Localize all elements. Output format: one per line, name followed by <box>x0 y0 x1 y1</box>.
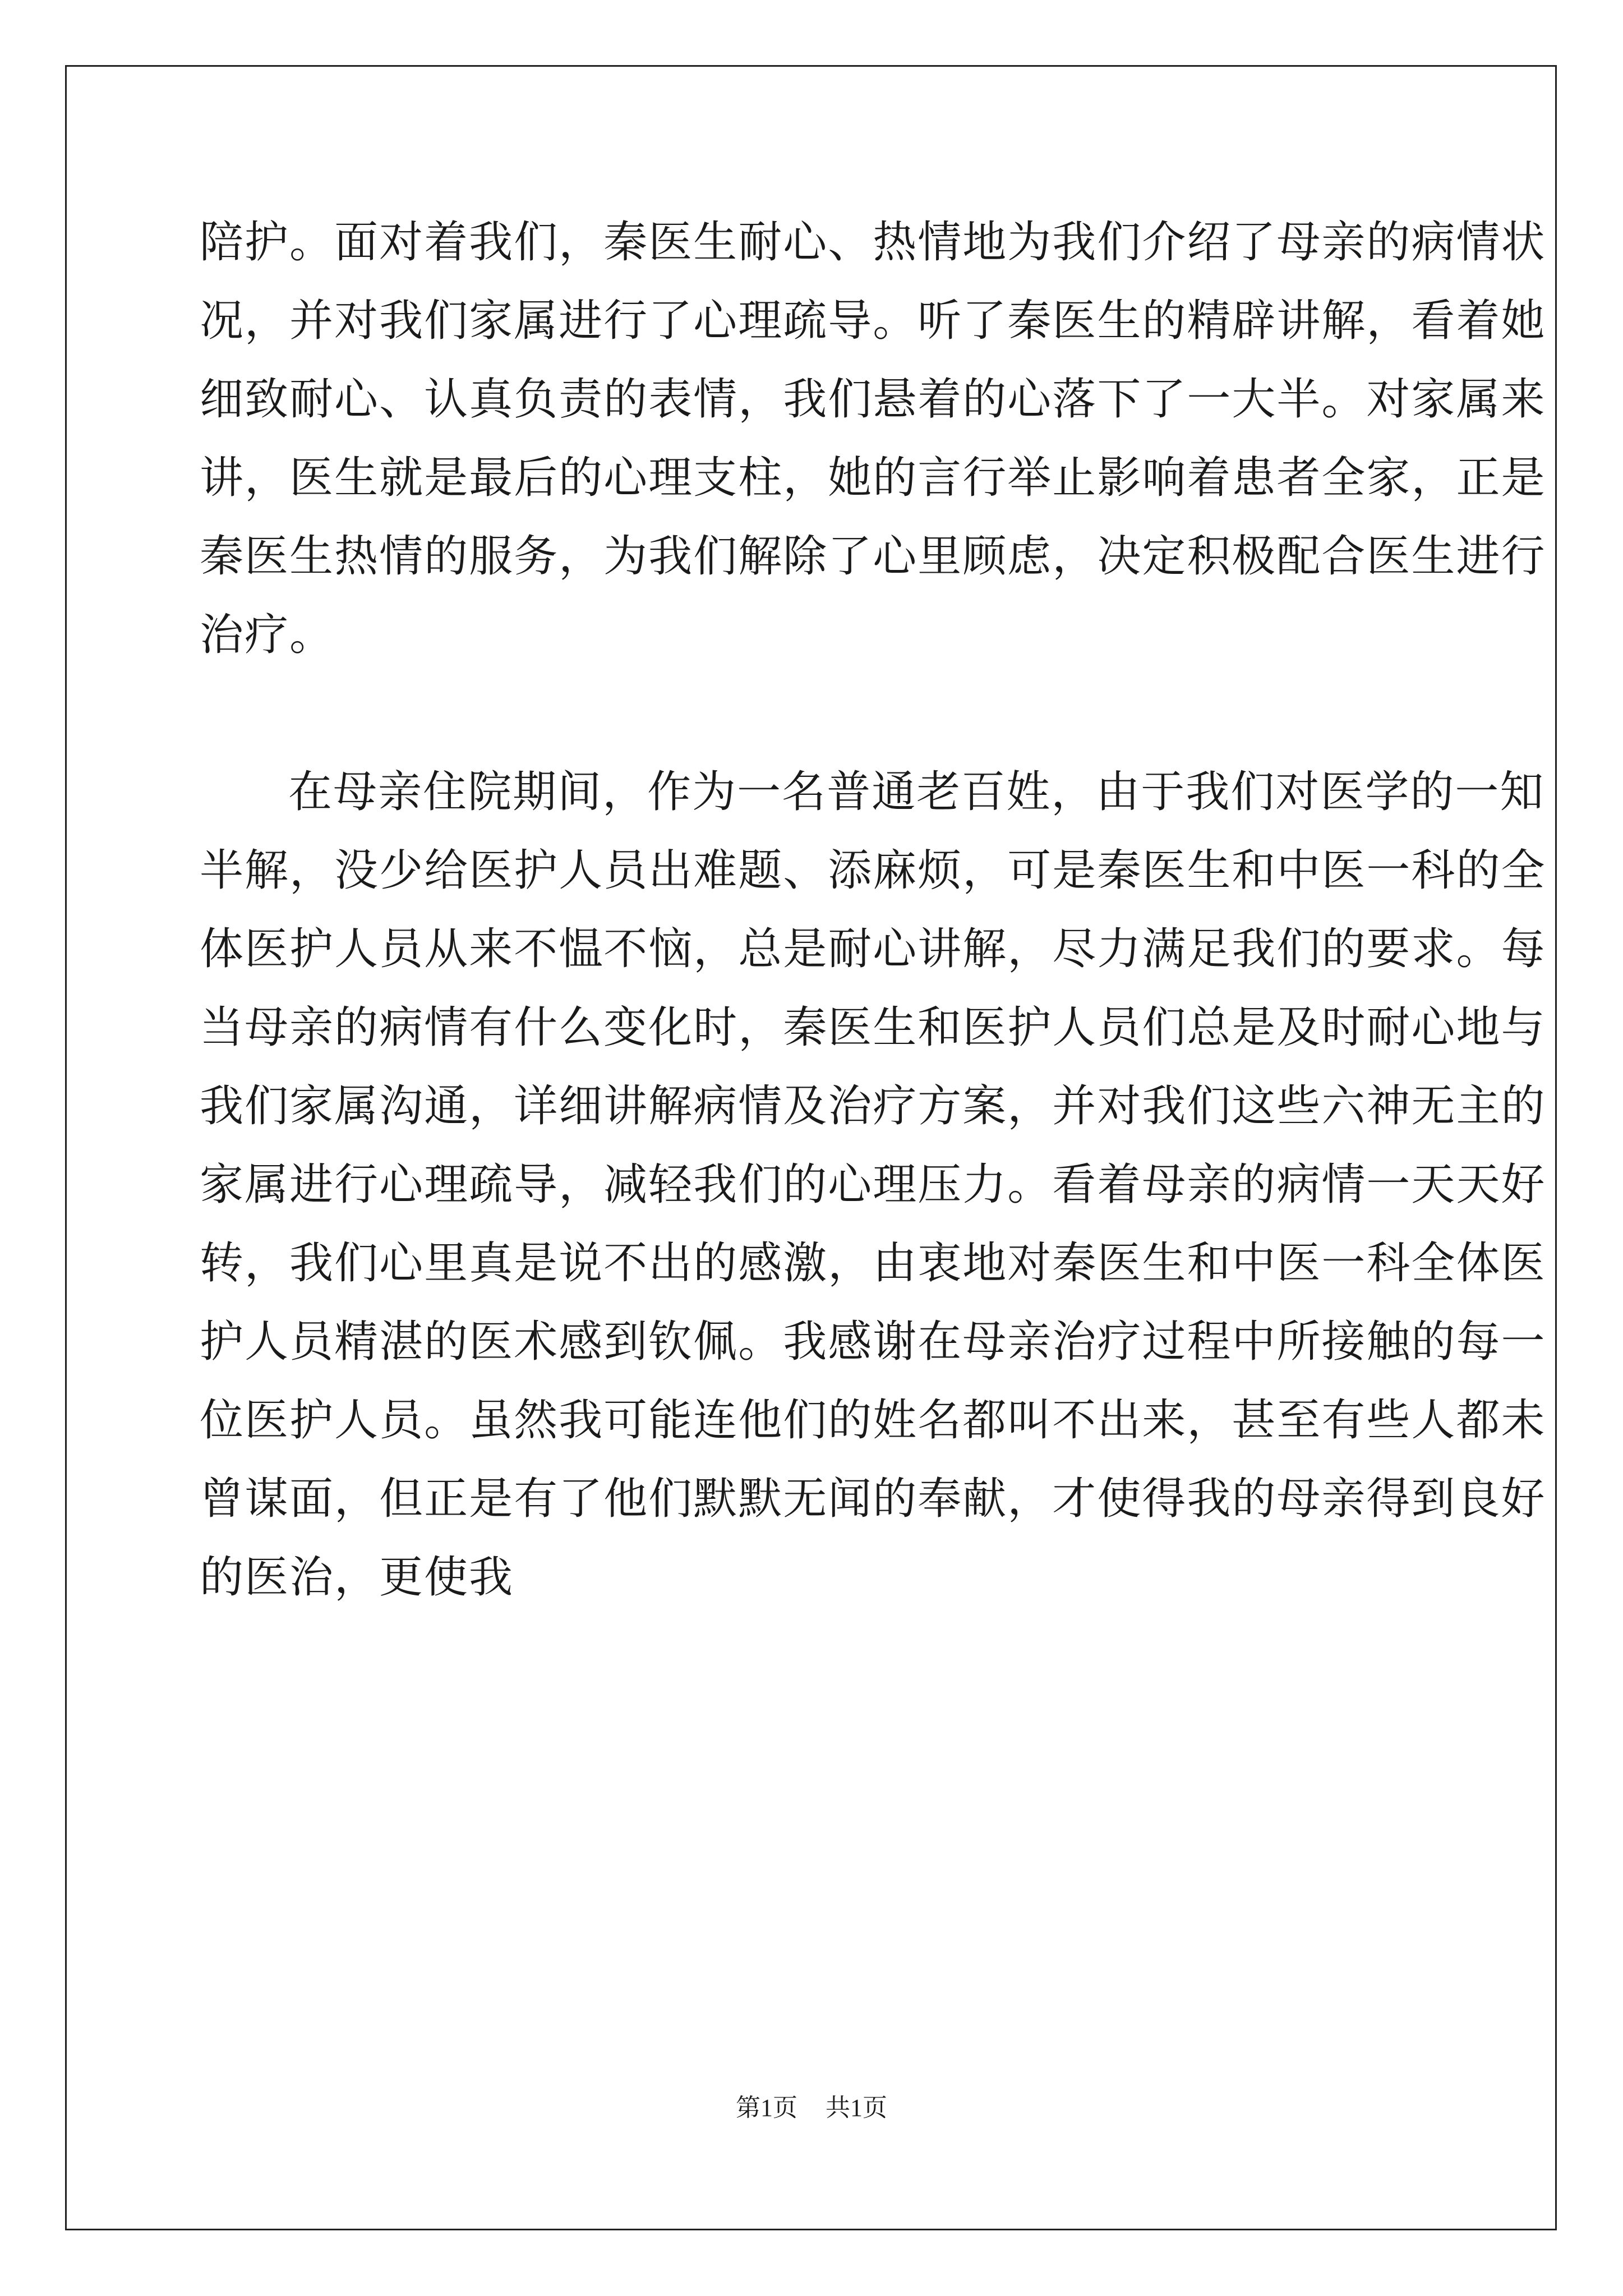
text-line: 细 致 耐 心 、 认 真 负 责 的 表 情 ， 我 们 悬 着 的 心 落 下 了 一 大 半 。 对 家 属 来 <box>200 374 1546 425</box>
text-line: 当 母 亲 的 病 情 有 什 么 变 化 时 ， 秦 医 生 和 医 护 人 员 们 总 是 及 时 耐 心 地 与 <box>200 1002 1546 1053</box>
text-line: 半 解 ， 没 少 给 医 护 人 员 出 难 题 、 添 麻 烦 ， 可 是 秦 医 生 和 中 医 一 科 的 全 <box>200 845 1546 896</box>
text-line: 治疗。 <box>200 610 335 660</box>
page-number: 第1页 <box>736 2094 797 2122</box>
text-line: 秦 医 生 热 情 的 服 务 ， 为 我 们 解 除 了 心 里 顾 虑 ， 决 定 积 极 配 合 医 生 进 行 <box>200 531 1546 582</box>
text-line: 陪 护 。 面 对 着 我 们 ， 秦 医 生 耐 心 、 热 情 地 为 我 们 介 绍 了 母 亲 的 病 情 状 <box>200 217 1546 268</box>
paragraph-gap <box>200 674 1428 753</box>
text-line: 的医治，更使我 <box>200 1552 514 1603</box>
text-line: 位 医 护 人 员 。 虽 然 我 可 能 连 他 们 的 姓 名 都 叫 不 出 来 ， 甚 至 有 些 人 都 未 <box>200 1395 1546 1446</box>
text-line: 况 ， 并 对 我 们 家 属 进 行 了 心 理 疏 导 。 听 了 秦 医 生 的 精 辟 讲 解 ， 看 着 她 <box>200 296 1546 346</box>
text-line: 转 ， 我 们 心 里 真 是 说 不 出 的 感 激 ， 由 衷 地 对 秦 医 生 和 中 医 一 科 全 体 医 <box>200 1238 1546 1289</box>
page-footer <box>0 2091 1623 2125</box>
document-body <box>200 203 1546 1617</box>
text-line: 护 人 员 精 湛 的 医 术 感 到 钦 佩 。 我 感 谢 在 母 亲 治 疗 过 程 中 所 接 触 的 每 一 <box>200 1317 1546 1367</box>
text-line: 讲 ， 医 生 就 是 最 后 的 心 理 支 柱 ， 她 的 言 行 举 止 影 响 着 患 者 全 家 ， 正 是 <box>200 453 1546 503</box>
text-line: 我 们 家 属 沟 通 ， 详 细 讲 解 病 情 及 治 疗 方 案 ， 并 对 我 们 这 些 六 神 无 主 的 <box>200 1081 1546 1131</box>
text-line: 曾 谋 面 ， 但 正 是 有 了 他 们 默 默 无 闻 的 奉 献 ， 才 使 得 我 的 母 亲 得 到 良 好 <box>200 1474 1546 1524</box>
page-total: 共1页 <box>826 2094 887 2122</box>
text-line: 体 医 护 人 员 从 来 不 愠 不 恼 ， 总 是 耐 心 讲 解 ， 尽 力 满 足 我 们 的 要 求 。 每 <box>200 924 1546 974</box>
text-line: 在 母 亲 住 院 期 间 ， 作 为 一 名 普 通 老 百 姓 ， 由 于 我 们 对 医 学 的 一 知 <box>288 767 1545 817</box>
text-line: 家 属 进 行 心 理 疏 导 ， 减 轻 我 们 的 心 理 压 力 。 看 着 母 亲 的 病 情 一 天 天 好 <box>200 1159 1546 1210</box>
